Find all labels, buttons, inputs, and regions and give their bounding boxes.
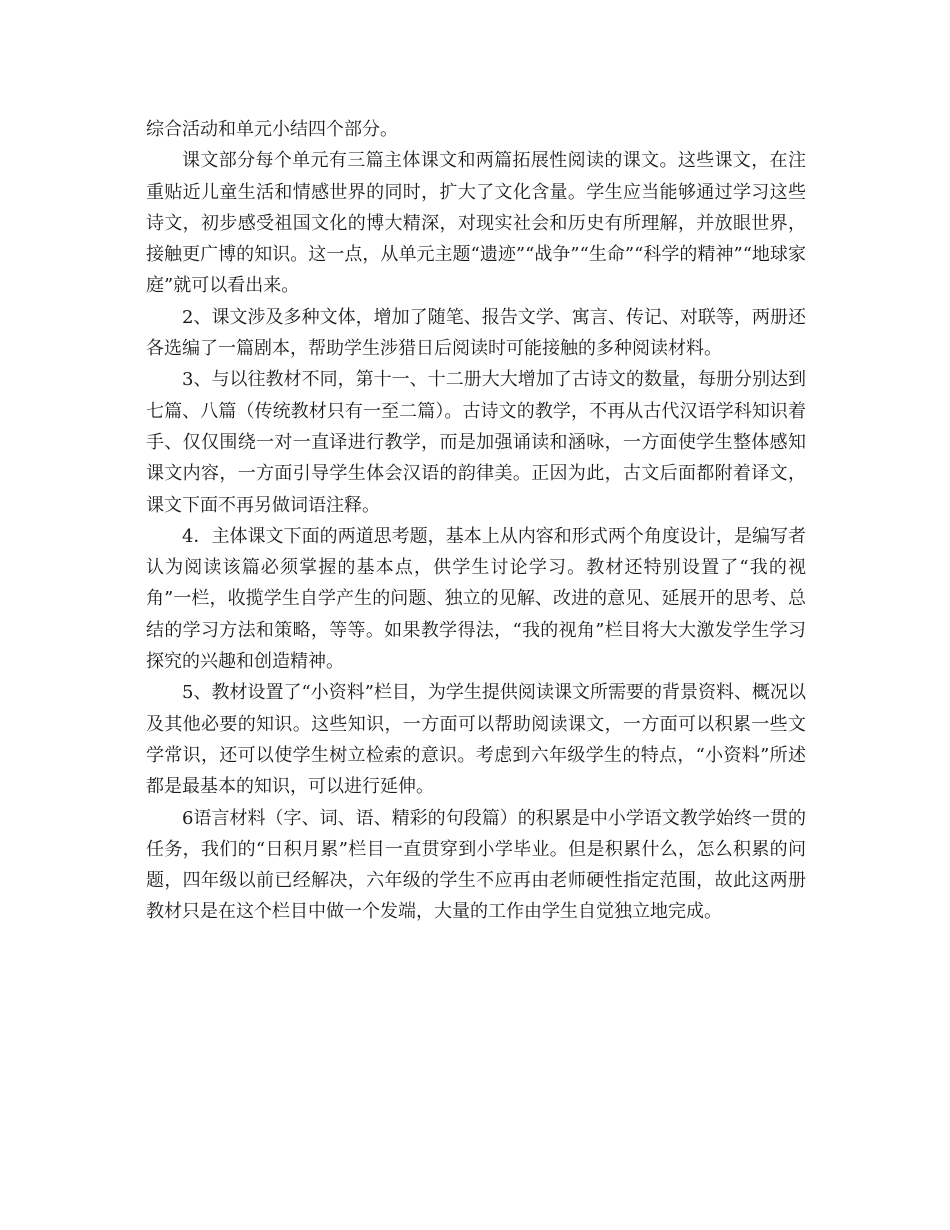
paragraph-3: 2、课文涉及多种文体，增加了随笔、报告文学、寓言、传记、对联等，两册还各选编了一篇剧本，帮助学生涉猎日后阅读时可能接触的多种阅读材料。 [146, 306, 806, 360]
paragraph-5: 4．主体课文下面的两道思考题，基本上从内容和形式两个角度设计，是编写者认为阅读该篇必须掌握的基本点，供学生讨论学习。教材还特别设置了“我的视角”一栏，收揽学生自学产生的问题、独立的见解、改进的意见、延展开的思考、总结的学习方法和策略，等等。如果教学得法，“我的视角”栏目将大大激发学生学习探究的兴趣和创造精神。 [146, 525, 806, 673]
paragraph-4: 3、与以往教材不同，第十一、十二册大大增加了古诗文的数量，每册分别达到七篇、八篇（传统教材只有一至二篇）。古诗文的教学，不再从古代汉语学科知识着手、仅仅围绕一对一直译进行教学，而是加强诵读和涵咏，一方面使学生整体感知课文内容，一方面引导学生体会汉语的韵律美。正因为此，古文后面都附着译文，课文下面不再另做词语注释。 [146, 369, 806, 516]
paragraph-1: 综合活动和单元小结四个部分。 [146, 119, 398, 140]
paragraph-7: 6语言材料（字、词、语、精彩的句段篇）的积累是中小学语文教学始终一贯的任务，我们的“日积月累”栏目一直贯穿到小学毕业。但是积累什么，怎么积累的问题，四年级以前已经解决，六年级的学生不应再由老师硬性指定范围，故此这两册教材只是在这个栏目中做一个发端，大量的工作由学生自觉独立地完成。 [146, 807, 806, 923]
paragraph-2: 课文部分每个单元有三篇主体课文和两篇拓展性阅读的课文。这些课文，在注重贴近儿童生活和情感世界的同时，扩大了文化含量。学生应当能够通过学习这些诗文，初步感受祖国文化的博大精深，对现实社会和历史有所理解，并放眼世界，接触更广博的知识。这一点，从单元主题“遗迹”“战争”“生命”“科学的精神”“地球家庭”就可以看出来。 [146, 150, 806, 297]
document-body [146, 114, 806, 928]
paragraph-6: 5、教材设置了“小资料”栏目，为学生提供阅读课文所需要的背景资料、概况以及其他必要的知识。这些知识，一方面可以帮助阅读课文，一方面可以积累一些文学常识，还可以使学生树立检索的意识。考虑到六年级学生的特点，“小资料”所述都是最基本的知识，可以进行延伸。 [146, 682, 806, 798]
